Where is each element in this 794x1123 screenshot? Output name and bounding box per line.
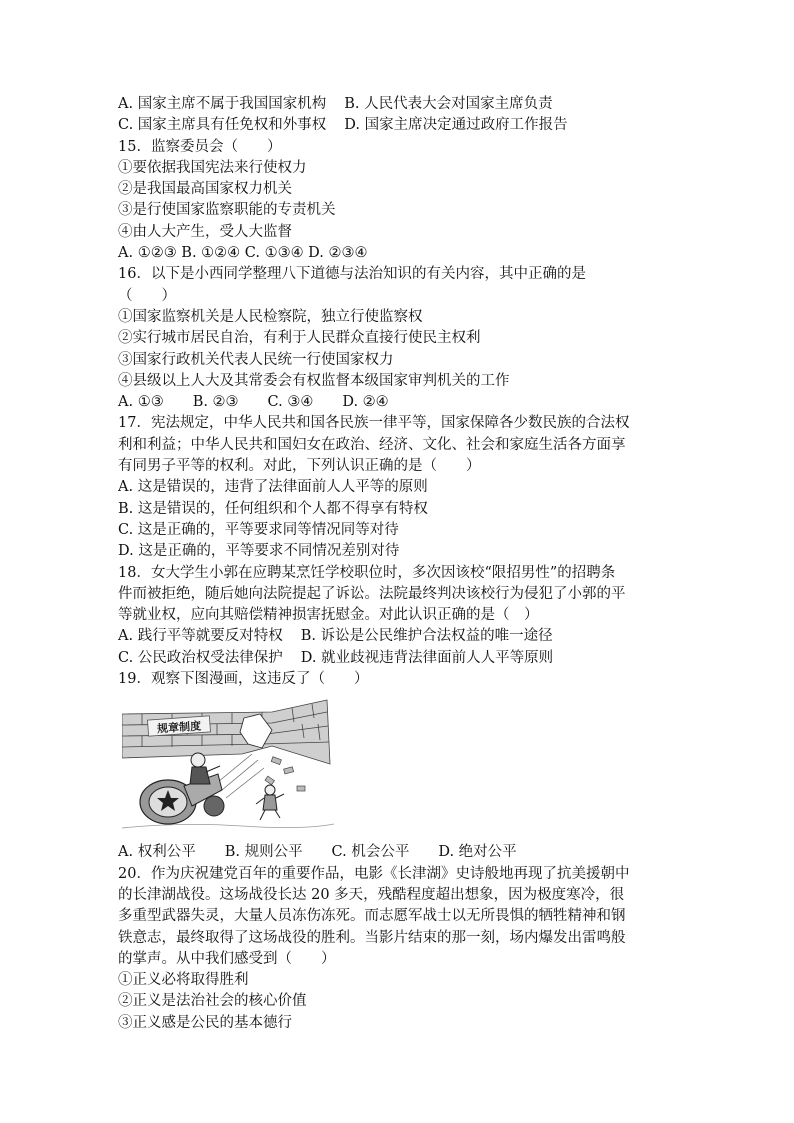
q17-option-b: B. 这是错误的，任何组织和个人都不得享有特权 bbox=[118, 500, 428, 517]
q20-stem-line-5: 的掌声。从中我们感受到（ ） bbox=[118, 950, 336, 967]
q14-option-a: A. 国家主席不属于我国国家机构 bbox=[118, 96, 327, 112]
q18-stem-line-1: 18．女大学生小郭在应聘某烹饪学校职位时，多次因该校“限招男性”的招聘条 bbox=[118, 564, 616, 581]
q16-options: A. ①③ B. ②③ C. ③④ D. ②④ bbox=[118, 394, 389, 411]
cannon-cart bbox=[140, 774, 224, 824]
q17-option-a: A. 这是错误的，违背了法律面前人人平等的原则 bbox=[118, 479, 428, 496]
q20-item-2: ②正义是法治社会的核心价值 bbox=[118, 993, 307, 1010]
q15-stem: 15．监察委员会（ ） bbox=[118, 138, 282, 155]
ground-line bbox=[122, 824, 334, 828]
q14-options-row-1 bbox=[118, 94, 678, 115]
rules-sign-text: 规章制度 bbox=[156, 719, 202, 736]
q20-item-3: ③正义感是公民的基本德行 bbox=[118, 1014, 292, 1031]
q15-item-4: ④由人大产生，受人大监督 bbox=[118, 223, 292, 240]
q20-stem-line-1: 20．作为庆祝建党百年的重要作品，电影《长津湖》史诗般地再现了抗美援朝中 bbox=[118, 865, 630, 882]
q17-option-d: D. 这是正确的，平等要求不同情况差别对待 bbox=[118, 543, 400, 560]
q18-options-row-1 bbox=[118, 626, 678, 647]
q16-item-1: ①国家监察机关是人民检察院，独立行使监察权 bbox=[118, 308, 423, 325]
q18-option-c: C. 公民政治权受法律保护 bbox=[118, 649, 283, 666]
q15-item-2: ②是我国最高国家权力机关 bbox=[118, 181, 292, 198]
q15-item-1: ①要依据我国宪法来行使权力 bbox=[118, 159, 307, 176]
q16-item-3: ③国家行政机关代表人民统一行使国家权力 bbox=[118, 351, 394, 368]
q16-stem-line-2: （ ） bbox=[118, 287, 176, 304]
q15-item-3: ③是行使国家监察职能的专责机关 bbox=[118, 202, 336, 219]
q18-options-row-2 bbox=[118, 648, 678, 669]
q18-option-b: B. 诉讼是公民维护合法权益的唯一途径 bbox=[300, 628, 553, 645]
q14-option-d: D. 国家主席决定通过政府工作报告 bbox=[344, 117, 568, 134]
q14-option-c: C. 国家主席具有任免权和外事权 bbox=[118, 117, 327, 134]
exam-page bbox=[118, 94, 678, 1034]
running-figure bbox=[256, 785, 284, 820]
q20-stem-line-4: 铁意志，最终取得了这场战役的胜利。当影片结束的那一刻，场内爆发出雷鸣般 bbox=[118, 929, 626, 946]
q16-stem-line-1: 16．以下是小西同学整理八下道德与法治知识的有关内容，其中正确的是 bbox=[118, 266, 586, 283]
q14-option-b: B. 人民代表大会对国家主席负责 bbox=[344, 96, 553, 112]
q18-stem-line-2: 件而被拒绝，随后她向法院提起了诉讼。法院最终判决该校行为侵犯了小郭的平 bbox=[118, 585, 626, 602]
q17-option-c: C. 这是正确的，平等要求同等情况同等对待 bbox=[118, 521, 399, 538]
q18-option-d: D. 就业歧视违背法律面前人人平等原则 bbox=[300, 649, 554, 666]
q20-item-1: ①正义必将取得胜利 bbox=[118, 972, 249, 989]
q20-stem-line-2: 的长津湖战役。这场战役长达 20 多天，残酷程度超出想象，因为极度寒冷，很 bbox=[118, 886, 625, 903]
q19-cartoon-image bbox=[122, 694, 334, 836]
speed-lines bbox=[218, 754, 264, 798]
q15-options: A. ①②③ B. ①②④ C. ①③④ D. ②③④ bbox=[118, 245, 368, 262]
q14-options-row-2 bbox=[118, 115, 678, 136]
q18-stem-line-3: 等就业权，应向其赔偿精神损害抚慰金。对此认识正确的是（ ） bbox=[118, 607, 539, 624]
q20-stem-line-3: 多重型武器失灵，大量人员冻伤冻死。而志愿军战士以无所畏惧的牺牲精神和钢 bbox=[118, 908, 626, 925]
q17-stem-line-1: 17．宪法规定，中华人民共和国各民族一律平等，国家保障各少数民族的合法权 bbox=[118, 415, 630, 432]
q18-option-a: A. 践行平等就要反对特权 bbox=[118, 628, 283, 645]
q17-stem-line-2: 利和利益；中华人民共和国妇女在政治、经济、文化、社会和家庭生活各方面享 bbox=[118, 436, 626, 453]
q16-item-2: ②实行城市居民自治，有利于人民群众直接行使民主权利 bbox=[118, 330, 481, 347]
q19-options: A. 权利公平 B. 规则公平 C. 机会公平 D. 绝对公平 bbox=[118, 844, 517, 861]
cartoon-drawing bbox=[122, 694, 334, 836]
q16-item-4: ④县级以上人大及其常委会有权监督本级国家审判机关的工作 bbox=[118, 372, 510, 389]
q17-stem-line-3: 有同男子平等的权利。对此，下列认识正确的是（ ） bbox=[118, 458, 481, 475]
q19-stem: 19．观察下图漫画，这违反了（ ） bbox=[118, 671, 369, 688]
